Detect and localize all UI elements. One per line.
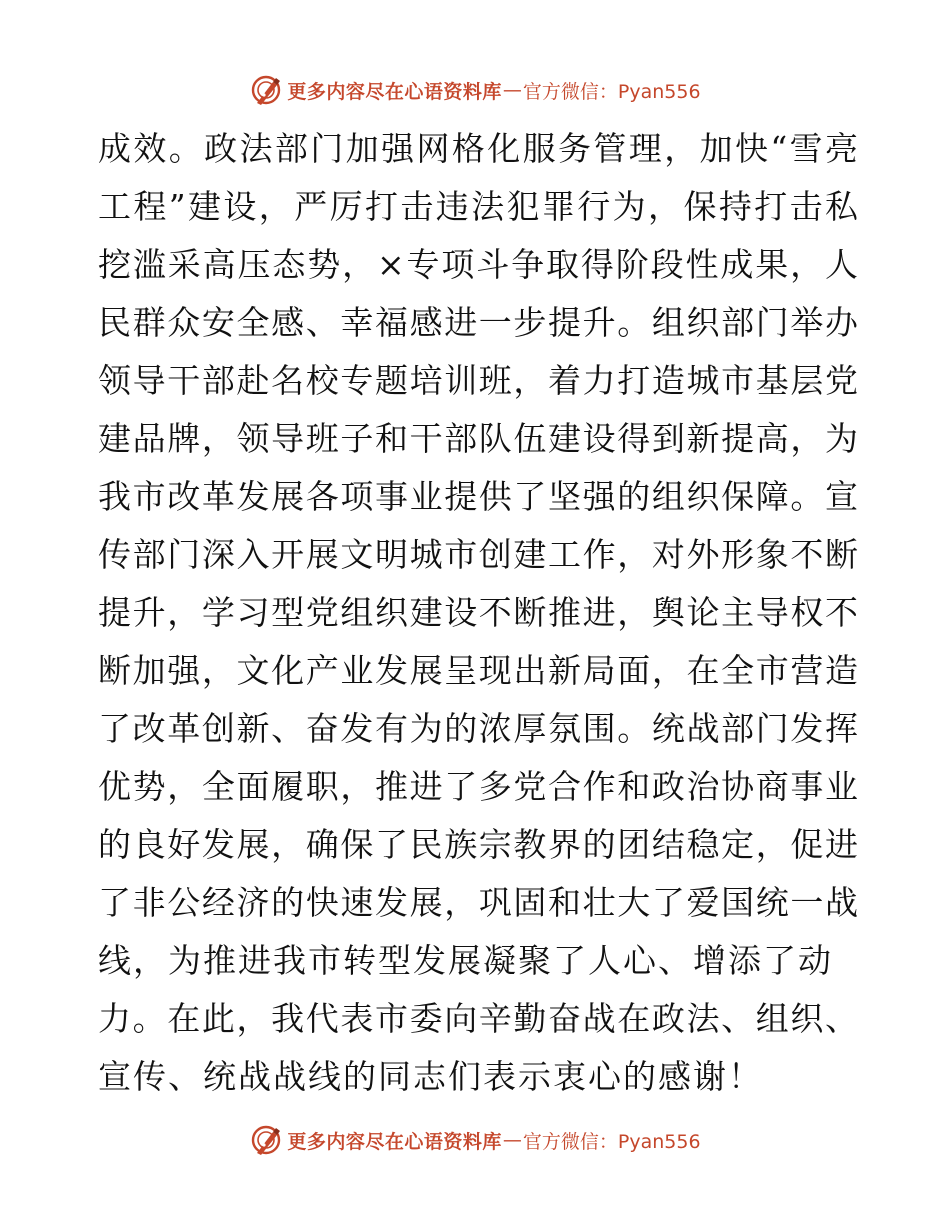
body-line-5: 领导干部赴名校专题培训班，着力打造城市基层党 [98, 361, 858, 400]
pen-nib-logo-icon [249, 1123, 283, 1157]
body-line-10: 断加强，文化产业发展呈现出新局面，在全市营造 [98, 651, 858, 690]
body-line-16: 力。在此，我代表市委向辛勤奋战在政法、组织、 [98, 999, 858, 1038]
body-line-6: 建品牌，领导班子和干部队伍建设得到新提高，为 [98, 419, 858, 458]
pen-nib-logo-icon [249, 73, 283, 107]
footer-banner [0, 1120, 950, 1160]
body-line-4: 民群众安全感、幸福感进一步提升。组织部门举办 [98, 303, 858, 342]
document-body [98, 120, 858, 1106]
body-line-14: 了非公经济的快速发展，巩固和壮大了爱国统一战 [98, 883, 858, 922]
header-brand-text: 更多内容尽在心语资料库 [287, 80, 502, 103]
body-line-12: 优势，全面履职，推进了多党合作和政治协商事业 [98, 767, 858, 806]
body-line-8: 传部门深入开展文明城市创建工作，对外形象不断 [98, 535, 858, 574]
footer-separator: — [502, 1129, 522, 1151]
body-line-11: 了改革创新、奋发有为的浓厚氛围。统战部门发挥 [98, 709, 858, 748]
body-line-9: 提升，学习型党组织建设不断推进，舆论主导权不 [98, 593, 858, 632]
footer-contact-text: 官方微信：Pyan556 [522, 1130, 701, 1153]
header-banner [0, 70, 950, 110]
header-separator: — [502, 79, 522, 101]
body-line-2: 工程”建设，严厉打击违法犯罪行为，保持打击私 [98, 187, 858, 226]
body-line-1: 成效。政法部门加强网格化服务管理，加快“雪亮 [98, 129, 858, 168]
footer-brand-text: 更多内容尽在心语资料库 [287, 1130, 502, 1153]
body-line-3: 挖滥采高压态势，×专项斗争取得阶段性成果，人 [98, 245, 858, 284]
body-line-15: 线，为推进我市转型发展凝聚了人心、增添了动 [98, 941, 833, 980]
body-line-13: 的良好发展，确保了民族宗教界的团结稳定，促进 [98, 825, 858, 864]
body-line-17: 宣传、统战战线的同志们表示衷心的感谢！ [98, 1057, 763, 1096]
header-contact-text: 官方微信：Pyan556 [522, 80, 701, 103]
body-line-7: 我市改革发展各项事业提供了坚强的组织保障。宣 [98, 477, 858, 516]
